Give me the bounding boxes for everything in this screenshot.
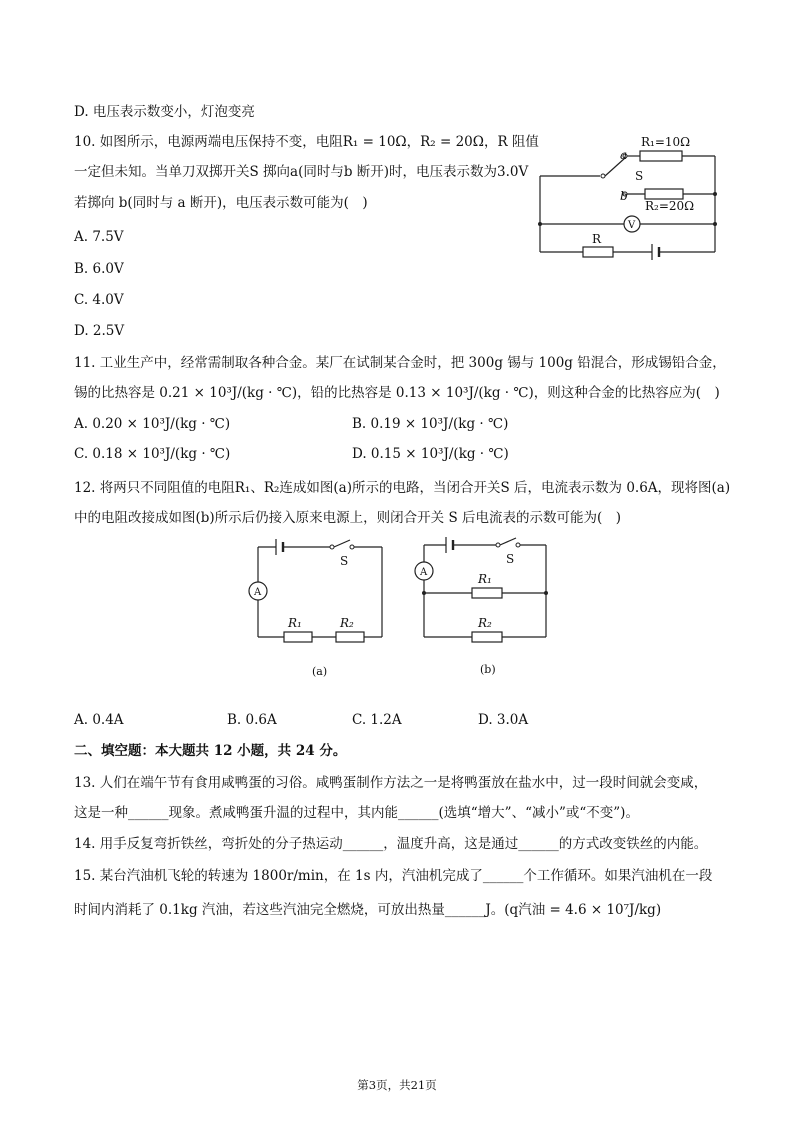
q12a-r2-label: R₂ (340, 616, 354, 630)
q10-junction-right-top (713, 192, 717, 196)
q12b-r2-resistor (472, 632, 502, 642)
q14-stem: 14. 用手反复弯折铁丝，弯折处的分子热运动______，温度升高，这是通过______的方式改变铁丝的内能。 (74, 836, 708, 852)
q10-switch-pivot (601, 174, 605, 178)
q12-option-d: D. 3.0A (478, 712, 529, 728)
q10-option-a: A. 7.5V (74, 229, 124, 245)
q12a-ammeter-label: A (254, 587, 262, 598)
q15-stem-line1: 15. 某台汽油机飞轮的转速为 1800r/min，在 1s 内，汽油机完成了______个工作循环。如果汽油机在一段 (74, 868, 713, 884)
q11-option-a: A. 0.20 × 10³J/(kg · ℃) (74, 416, 231, 432)
q12b-r1-resistor (472, 588, 502, 598)
q12b-switch-blade (500, 538, 516, 545)
q10-r-label: R (592, 232, 602, 246)
q12-option-c: C. 1.2A (352, 712, 402, 728)
q12a-s-label: S (340, 554, 349, 568)
q9-option-d: D. 电压表示数变小，灯泡变亮 (74, 104, 255, 120)
q10-b-label: b (620, 189, 628, 203)
q12-option-b: B. 0.6A (227, 712, 277, 728)
q10-option-c: C. 4.0V (74, 292, 124, 308)
q10-r1-label: R₁=10Ω (641, 135, 691, 149)
q10-r2-resistor (645, 189, 683, 199)
q10-junction-left (538, 222, 542, 226)
q12a-r1-label: R₁ (288, 616, 302, 630)
q12a-caption: (a) (312, 665, 328, 678)
page-footer: 第3页，共21页 (357, 1078, 437, 1092)
q10-r1-resistor (640, 151, 682, 161)
q12b-ammeter-label: A (420, 567, 428, 578)
q10-stem-line3: 若掷向 b(同时与 a 断开)，电压表示数可能为( ) (74, 195, 368, 211)
q10-r2-label: R₂=20Ω (645, 199, 695, 213)
q11-stem-line2: 锡的比热容是 0.21 × 10³J/(kg · ℃)，铅的比热容是 0.13 × 10³J/(kg · ℃)，则这种合金的比热容应为( ) (74, 385, 720, 401)
q12b-r2-label: R₂ (478, 616, 492, 630)
q15-stem-line2: 时间内消耗了 0.1kg 汽油，若这些汽油完全燃烧，可放出热量______J。(q汽油 = 4.6 × 10⁷J/kg) (74, 902, 662, 918)
q12-circuit-diagram-a (240, 535, 390, 685)
q12b-r1-label: R₁ (478, 572, 492, 586)
q13-stem-line1: 13. 人们在端午节有食用咸鸭蛋的习俗。咸鸭蛋制作方法之一是将鸭蛋放在盐水中，过一段时间就会变咸， (74, 775, 708, 791)
q10-option-b: B. 6.0V (74, 261, 124, 277)
q13-stem-line2: 这是一种______现象。煮咸鸭蛋升温的过程中，其内能______(选填“增大”、“减小”或“不变”)。 (74, 805, 639, 821)
q10-a-label: a (620, 148, 628, 162)
q10-circuit-diagram (535, 128, 725, 262)
q10-junction-right (713, 222, 717, 226)
q11-option-b: B. 0.19 × 10³J/(kg · ℃) (352, 416, 509, 432)
q12-stem-line2: 中的电阻改接成如图(b)所示后仍接入原来电源上，则闭合开关 S 后电流表的示数可能为( ) (74, 510, 622, 526)
q10-option-d: D. 2.5V (74, 323, 125, 339)
q12a-r1-resistor (284, 632, 312, 642)
q12a-switch-blade (334, 540, 350, 547)
q10-stem-line1: 10. 如图所示，电源两端电压保持不变，电阻R₁ = 10Ω，R₂ = 20Ω，R 阻值 (74, 134, 539, 150)
q11-option-d: D. 0.15 × 10³J/(kg · ℃) (352, 446, 509, 462)
q11-option-c: C. 0.18 × 10³J/(kg · ℃) (74, 446, 231, 462)
q12-option-a: A. 0.4A (74, 712, 124, 728)
q12-stem-line1: 12. 将两只不同阻值的电阻R₁、R₂连成如图(a)所示的电路，当闭合开关S 后，电流表示数为 0.6A，现将图(a) (74, 480, 731, 496)
section-2-title: 二、填空题：本大题共 12 小题，共 24 分。 (74, 743, 347, 759)
q10-s-label: S (635, 169, 644, 183)
q10-r-resistor (583, 247, 613, 257)
q12b-caption: (b) (480, 663, 496, 676)
q12b-s-label: S (506, 552, 515, 566)
q11-stem-line1: 11. 工业生产中，经常需制取各种合金。某厂在试制某合金时，把 300g 锡与 100g 铅混合，形成锡铅合金， (74, 355, 726, 371)
q12-circuit-diagram-b (408, 533, 558, 683)
q12a-r2-resistor (336, 632, 364, 642)
q10-v-label: V (628, 220, 636, 231)
q10-stem-line2: 一定但未知。当单刀双掷开关S 掷向a(同时与b 断开)时，电压表示数为3.0V (74, 164, 529, 180)
